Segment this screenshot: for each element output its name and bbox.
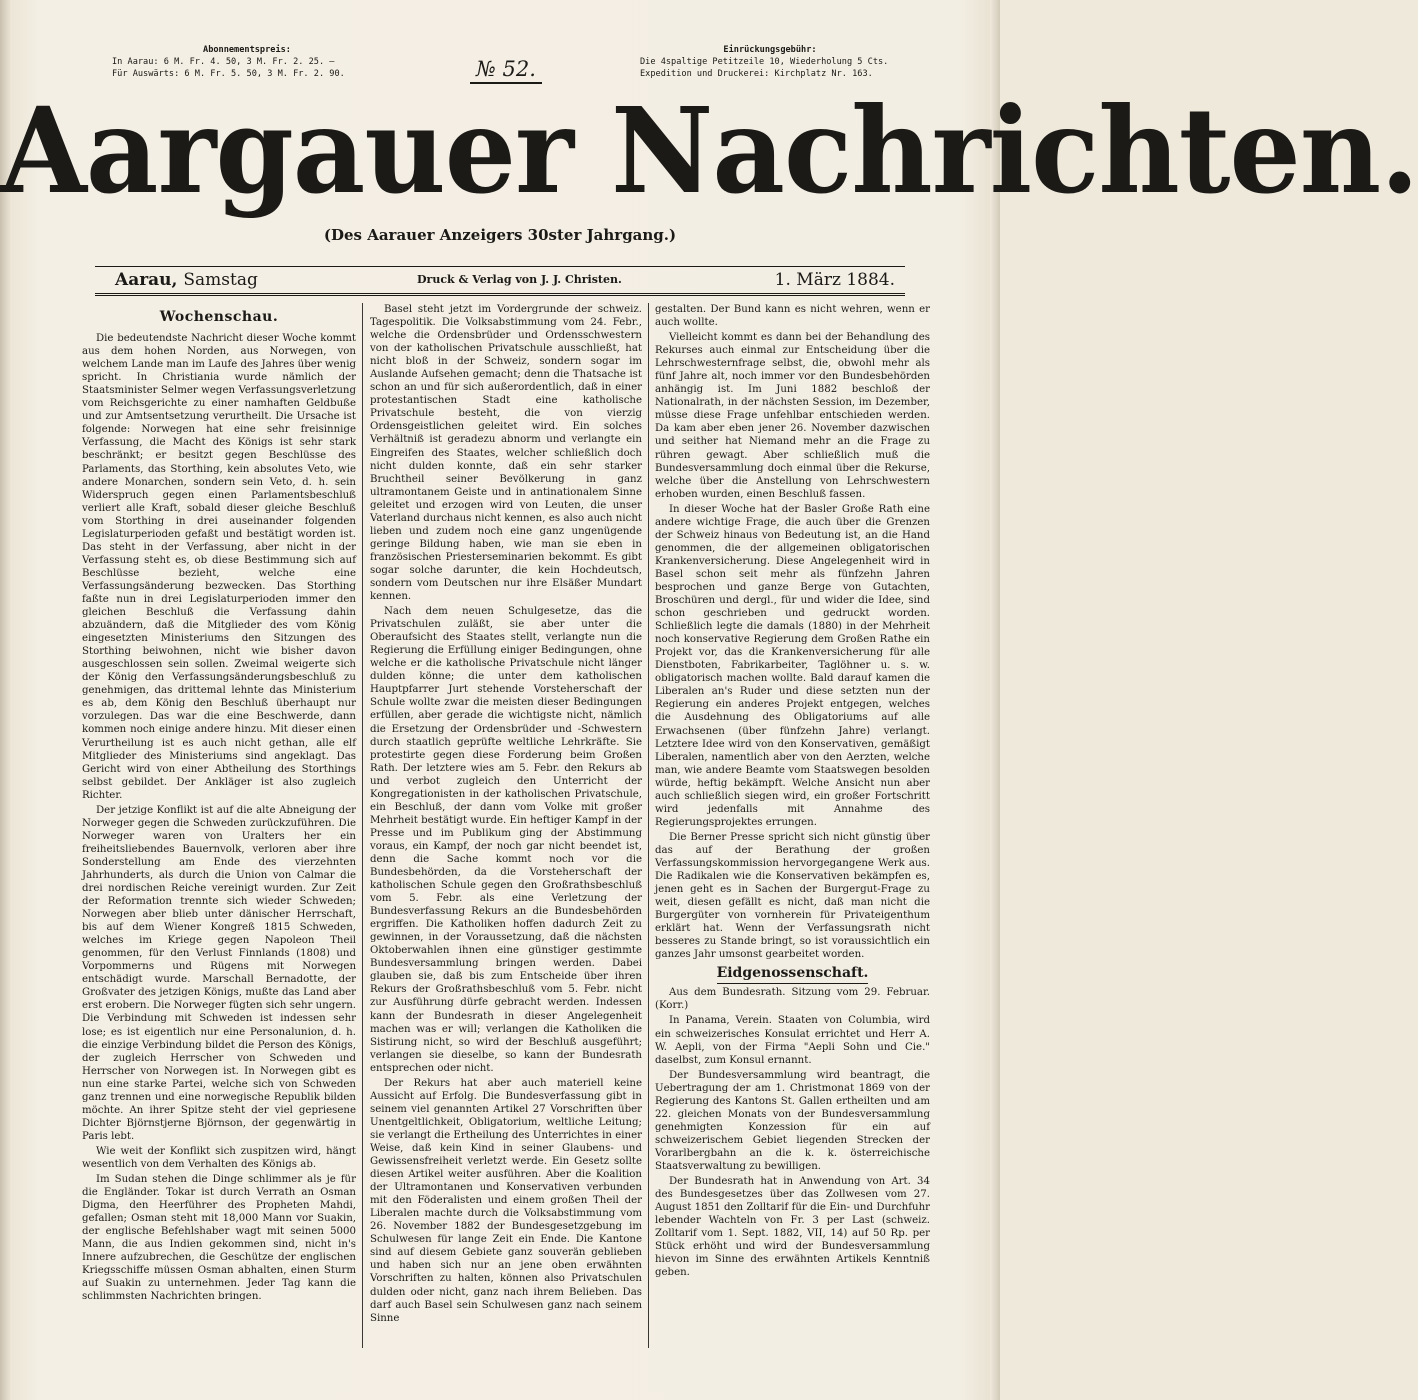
column-3: [655, 303, 930, 1281]
weekday: Samstag: [183, 270, 258, 290]
column-2: [370, 303, 642, 1327]
column-1: [82, 303, 356, 1306]
ad-title: Einrückungsgebühr:: [723, 45, 817, 55]
subscription-line-2: Für Auswärts: 6 M. Fr. 5. 50, 3 M. Fr. 2. 90.: [112, 69, 345, 79]
article-paragraph: Nach dem neuen Schulgesetze, das die Privatschulen zuläßt, sie aber unter die Oberaufsicht des Staates stellt, verlangte nun die Regierung die Erfüllung einiger Bedingungen, ohne welche er die katholische Privatschule nicht länger dulden könne; die unter dem katholischen Hauptpfarrer Jurt stehende Vorsteherschaft der Schule wollte zwar die meisten dieser Bedingungen erfüllen, aber gerade die wichtigste nicht, nämlich die Ersetzung der Ordensbrüder und -Schwestern durch staatlich geprüfte weltliche Lehrkräfte. Sie protestirte gegen diese Forderung beim Großen Rath. Der letztere wies am 5. Febr. den Rekurs ab und verbot zugleich den Unterricht der Kongregationisten in der katholischen Privatschule, ein Beschluß, der dann vom Volke mit großer Mehrheit bestätigt wurde. Ein heftiger Kampf in der Presse und im Publikum ging der Abstimmung voraus, ein Kampf, der noch gar nicht beendet ist, denn die Sache kommt noch vor die Bundesbehörden, da die Vorsteherschaft der katholischen Schule gegen den Großrathsbeschluß vom 5. Febr. als eine Verletzung der Bundesverfassung Rekurs an die Bundesbehörden ergriffen. Die Katholiken hoffen dadurch Zeit zu gewinnen, in der Voraussetzung, daß die nächsten Oktoberwahlen ihnen eine günstiger gestimmte Bundesversammlung bringen werden. Dabei glauben sie, daß bis zum Entscheide über ihren Rekurs der Großrathsbeschluß vom 5. Febr. nicht zur Ausführung dürfe gebracht werden. Indessen kann der Bundesrath in dieser Angelegenheit machen was er will; verlangen die Katholiken die Sistirung nicht, so wird der Beschluß ausgeführt; verlangen sie dieselbe, so kann der Bundesrath entsprechen oder nicht.: [370, 606, 642, 1074]
masthead-subtitle: (Des Aarauer Anzeigers 30ster Jahrgang.): [323, 226, 677, 244]
article-paragraph: Der Bundesversammlung wird beantragt, die Uebertragung der am 1. Christmonat 1869 von der Regierung des Kantons St. Gallen ertheilten und am 22. gleichen Monats von der Bundesversammlung genehmigten Konzession für ein auf schweizerischem Gebiet liegenden Strecken der Vorarlbergbahn an die k. k. österreichische Staatsverwaltung zu bewilligen.: [655, 1069, 930, 1172]
subscription-line-1: In Aarau: 6 M. Fr. 4. 50, 3 M. Fr. 2. 25. –: [112, 57, 335, 67]
article-paragraph: Im Sudan stehen die Dinge schlimmer als je für die Engländer. Tokar ist durch Verrath an Osman Digma, den Heerführer des Propheten Mahdi, gefallen; Osman steht mit 18,000 Mann vor Suakin, der englische Befehlshaber wagt mit seinen 5000 Mann, die aus Indien gekommen sind, nicht in's Innere aufzubrechen, die Geschütze der englischen Kriegsschiffe müssen Osman abhalten, einen Sturm auf Suakin zu unternehmen. Jeder Tag kann die schlimmsten Nachrichten bringen.: [82, 1174, 356, 1303]
ad-line-2: Expedition und Druckerei: Kirchplatz Nr. 163.: [640, 69, 873, 79]
article-paragraph: Basel steht jetzt im Vordergrunde der schweiz. Tagespolitik. Die Volksabstimmung vom 24. Febr., welche die Ordensbrüder und Ordensschwestern von der katholischen Privatschule ausschließt, hat nicht bloß in der Schweiz, sondern sogar im Auslande Aufsehen gemacht; denn die Thatsache ist schon an und für sich außerordentlich, daß in einer protestantischen Stadt eine katholische Privatschule besteht, die von vierzig Ordensgeistlichen geleitet wird. Ein solches Verhältniß ist geradezu abnorm und verlangte ein Eingreifen des Staates, welcher schließlich doch nicht dulden konnte, daß ein sehr starker Bruchtheil seiner Bevölkerung in ganz ultramontanem Geiste und in antinationalem Sinne geleitet und erzogen wird von Leuten, die unser Vaterland durchaus nicht kennen, es also auch nicht lieben und zudem noch eine ganz ungenügende geringe Bildung haben, wie man sie eben in französischen Priesterseminarien bekommt. Es gibt sogar solche darunter, die kein Hochdeutsch, sondern vom Deutschen nur ihre Elsäßer Mundart kennen.: [370, 304, 642, 603]
article-paragraph: Vielleicht kommt es dann bei der Behandlung des Rekurses auch einmal zur Entscheidung über die Lehrschwesternfrage selbst, die, obwohl mehr als fünf Jahre alt, noch immer vor den Bundesbehörden anhängig ist. Im Juni 1882 beschloß der Nationalrath, in der nächsten Session, im Dezember, müsse diese Frage unfehlbar entschieden werden. Da kam aber eben jener 26. November dazwischen und seither hat Niemand mehr an die Frage zu rühren gewagt. Aber schließlich muß die Bundesversammlung doch einmal über die Rekurse, welche über die Anstellung von Lehrschwestern erhoben wurden, einen Beschluß fassen.: [655, 332, 930, 500]
article-paragraph: Aus dem Bundesrath. Sitzung vom 29. Februar. (Korr.): [655, 987, 930, 1012]
article-paragraph: Die Berner Presse spricht sich nicht günstig über das auf der Berathung der großen Verfassungskommission hervorgegangene Werk aus. Die Radikalen wie die Konservativen bekämpfen es, jenen geht es in Sachen der Burgergut-Frage zu weit, diesen gefällt es nicht, daß man nicht die Burgergüter von vornherein für Privateigenthum erklärt hat. Wenn der Verfassungsrath nicht besseres zu Stande bringt, so ist voraussichtlich ein ganzes Jahr umsonst gearbeitet worden.: [655, 831, 930, 961]
subscription-title: Abonnementspreis:: [203, 45, 291, 55]
section-heading-eidgenossenschaft: [655, 967, 930, 980]
article-paragraph: Der jetzige Konflikt ist auf die alte Abneigung der Norweger gegen die Schweden zurückzuführen. Die Norweger waren von Uralters her ein freiheitsliebendes Bauernvolk, verloren aber ihre Sonderstellung am Ende des vierzehnten Jahrhunderts, als durch die Union von Calmar die drei nordischen Reiche vereinigt wurden. Zur Zeit der Reformation trennte sich wieder Schweden; Norwegen aber blieb unter dänischer Herrschaft, bis auf dem Wiener Kongreß 1815 Schweden, welches im Kriege gegen Napoleon Theil genommen, für den Verlust Finnlands (1808) und Vorpommerns und Rügens mit Norwegen entschädigt wurde. Marschall Bernadotte, der Großvater des jetzigen Königs, mußte das Land aber erst erobern. Die Norweger fügten sich sehr ungern. Die Verbindung mit Schweden ist indessen sehr lose; es ist eigentlich nur eine Personalunion, d. h. die einzige Verbindung bildet die Person des Königs, der zugleich Herrscher von Schweden und Herrscher von Norwegen ist. In Norwegen gibt es nun eine starke Partei, welche sich von Schweden ganz trennen und eine norwegische Republik bilden möchte. An ihrer Spitze steht der viel gepriesene Dichter Björnstjerne Björnson, der gegenwärtig in Paris lebt.: [82, 804, 357, 1142]
dateline: [95, 266, 905, 296]
article-paragraph: In dieser Woche hat der Basler Große Rath eine andere wichtige Frage, die auch über die Grenzen der Schweiz hinaus von Bedeutung ist, an die Hand genommen, die der allgemeinen obligatorischen Krankenversicherung. Diese Angelegenheit wird in Basel schon seit mehr als fünfzehn Jahren besprochen und ganze Berge von Gutachten, Broschüren und dergl., für und wider die Idee, sind schon geschrieben und gedruckt worden. Schließlich legte die damals (1880) in der Mehrheit noch konservative Regierung dem Großen Rathe ein Projekt vor, das die Krankenversicherung für alle Dienstboten, Fabrikarbeiter, Taglöhner u. s. w. obligatorisch machen wollte. Bald darauf kamen die Liberalen an's Ruder und diese setzten nun der Regierung ein anderes Projekt entgegen, welches die Ausdehnung des Obligatoriums auf alle Erwachsenen (über fünfzehn Jahre) verlangt. Letztere Idee wird von den Konservativen, gemäßigt Liberalen, namentlich aber von den Aerzten, welche man, wie andere Beamte vom Staatswegen besolden würde, heftig bekämpft. Welche Ansicht nun aber auch schließlich siegen wird, ein großer Fortschritt wird jedenfalls mit Annahme des Regierungsprojektes errungen.: [655, 503, 930, 828]
article-paragraph: In Panama, Verein. Staaten von Columbia, wird ein schweizerisches Konsulat errichtet und Herr A. W. Aepli, von der Firma "Aepli Sohn und Cie." daselbst, zum Konsul ernannt.: [655, 1015, 930, 1066]
place-name: Aarau,: [115, 270, 178, 290]
advertising-info: [640, 44, 900, 80]
article-paragraph: Der Bundesrath hat in Anwendung von Art. 34 des Bundesgesetzes über das Zollwesen vom 27. August 1851 den Zolltarif für die Ein- und Durchfuhr lebender Wachteln von Fr. 3 per Last (schweiz. Zolltarif vom 1. Sept. 1882, VII, 14) auf 50 Rp. per Stück erhöht und wird der Bundesversammlung hievon im Sinne des erwähnten Artikels Kenntniß geben.: [655, 1176, 930, 1279]
article-paragraph: Wie weit der Konflikt sich zuspitzen wird, hängt wesentlich von dem Verhalten des Königs ab.: [82, 1145, 356, 1170]
article-paragraph: Der Rekurs hat aber auch materiell keine Aussicht auf Erfolg. Die Bundesverfassung gibt in seinem viel genannten Artikel 27 Vorschriften über Unentgeltlichkeit, Obligatorium, weltliche Leitung; sie verlangt die Ertheilung des Unterrichtes in einer Weise, daß kein Kind in seiner Glaubens- und Gewissensfreiheit verletzt werde. Ein Gesetz sollte diesen Artikel weiter ausführen. Aber die Koalition der Ultramontanen und Konservativen verbunden mit den Föderalisten und einem großen Theil der Liberalen machte durch die Volksabstimmung vom 26. November 1882 der Bundesgesetzgebung im Schulwesen für lange Zeit ein Ende. Die Kantone sind auf diesem Gebiete ganz souverän geblieben und haben sich nur an jene oben erwähnten Vorschriften zu halten, können also Privatschulen dulden oder nicht, ganz nach ihrem Belieben. Das darf auch Basel sein Schulwesen ganz nach seinem Sinne: [370, 1077, 642, 1324]
article-paragraph: gestalten. Der Bund kann es nicht wehren, wenn er auch wollte.: [655, 304, 930, 329]
column-rule-2: [648, 303, 649, 1348]
printer-line: Druck & Verlag von J. J. Christen.: [417, 273, 622, 286]
section-heading-text: Eidgenossenschaft.: [717, 965, 869, 984]
ad-line-1: Die 4spaltige Petitzeile 10, Wiederholung 5 Cts.: [640, 57, 889, 67]
masthead-title: Aargauer Nachrichten.: [0, 82, 1418, 221]
section-heading-wochenschau: Wochenschau.: [159, 309, 279, 325]
article-paragraph: Die bedeutendste Nachricht dieser Woche kommt aus dem hohen Norden, aus Norwegen, von welchem Lande man im Laufe des Jahres über wenig spricht. In Christiania wurde nämlich der Staatsminister Selmer wegen Verfassungsverletzung vom Reichsgerichte zu einer namhaften Geldbuße und zur Amtsentsetzung verurtheilt. Die Ursache ist folgende: Norwegen hat eine sehr freisinnige Verfassung, die Macht des Königs ist sehr stark beschränkt; er besitzt gegen Beschlüsse des Parlaments, das Storthing, kein absolutes Veto, wie andere Monarchen, sondern sein Veto, d. h. sein Widerspruch gegen einen Parlamentsbeschluß verliert alle Kraft, sobald dieser gleiche Beschluß vom Storthing in drei auseinander folgenden Legislaturperioden gefaßt und bestätigt worden ist. Das steht in der Verfassung, aber nicht in der Verfassung steht es, ob diese Bestimmung sich auf Beschlüsse bezieht, welche eine Verfassungsänderung bezwecken. Das Storthing faßte nun in drei Legislaturperioden immer den gleichen Beschluß die Verfassung dahin abzuändern, daß die Mitglieder des vom König eingesetzten Ministeriums den Sitzungen des Storthing beiwohnen, nicht wie bisher davon ausgeschlossen sein sollen. Zweimal weigerte sich der König den Verfassungsänderungsbeschluß zu genehmigen, das drittemal lehnte das Ministerium es ab, dem König den Beschluß überhaupt nur vorzulegen. Das war die eine Beschwerde, dann kommen noch einige andere hinzu. Mit dieser einen Verurtheilung ist es auch nicht gethan, alle elf Mitglieder des Ministeriums sind angeklagt. Das Gericht wird von einer Abtheilung des Storthings selbst gebildet. Der Ankläger ist also zugleich Richter.: [82, 333, 356, 801]
column-rule-1: [362, 303, 363, 1348]
issue-date: 1. März 1884.: [774, 270, 895, 290]
issue-number: № 52.: [470, 56, 542, 84]
dateline-place: [115, 270, 258, 290]
subscription-info: [112, 44, 382, 80]
